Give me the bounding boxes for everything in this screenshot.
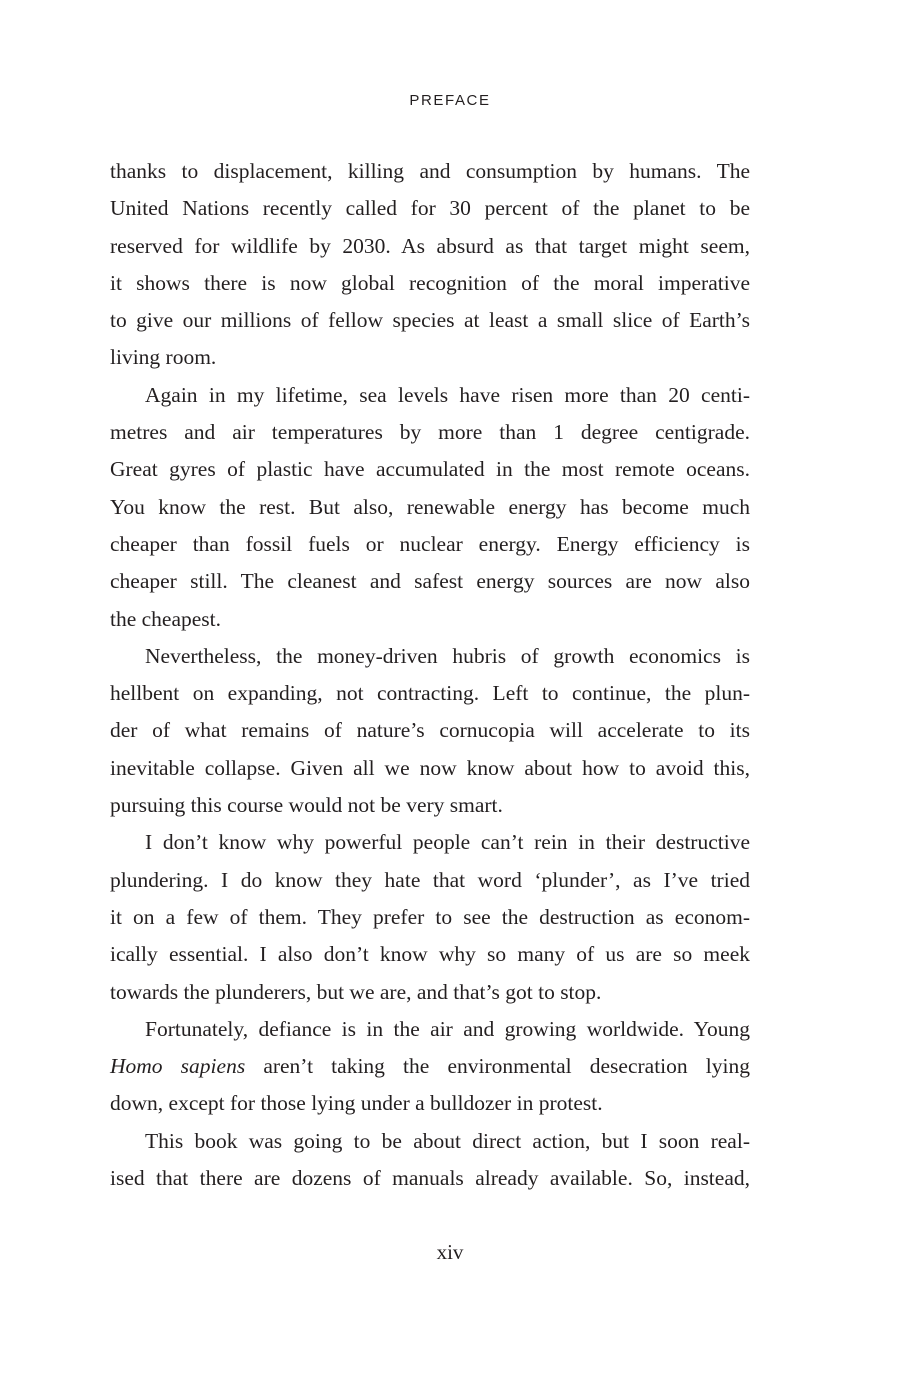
text-line: plundering. I do know they hate that word ‘plunder’, as I’ve tried — [110, 867, 750, 892]
text-line: to give our millions of fellow species at least a small slice of Earth’s — [110, 308, 750, 333]
text-line: cheaper still. The cleanest and safest energy sources are now also — [110, 569, 750, 594]
text-line: inevitable collapse. Given all we now know about how to avoid this, — [110, 755, 750, 780]
text-line: This book was going to be about direct action, but I soon real- — [145, 1128, 750, 1153]
text-line: You know the rest. But also, renewable energy has become much — [110, 494, 750, 519]
text-fragment: aren’t taking the environmental desecration lying — [245, 1054, 750, 1079]
text-line: towards the plunderers, but we are, and that’s got to stop. — [110, 979, 602, 1004]
text-line: ically essential. I also don’t know why so many of us are so meek — [110, 942, 750, 967]
text-line: der of what remains of nature’s cornucopia will accelerate to its — [110, 718, 750, 743]
text-line: living room. — [110, 345, 217, 370]
running-head: PREFACE — [409, 92, 491, 109]
text-line: the cheapest. — [110, 606, 222, 631]
paragraph-5 — [110, 1011, 750, 1123]
paragraph-6 — [110, 1123, 750, 1198]
text-line: down, except for those lying under a bulldozer in protest. — [110, 1091, 603, 1116]
text-line: I don’t know why powerful people can’t rein in their destructive — [145, 830, 750, 855]
text-line — [110, 1048, 750, 1085]
text-line: United Nations recently called for 30 percent of the planet to be — [110, 196, 750, 221]
text-line: metres and air temperatures by more than 1 degree centigrade. — [110, 420, 750, 445]
paragraph-2 — [110, 377, 750, 638]
text-line: reserved for wildlife by 2030. As absurd as that target might seem, — [110, 233, 750, 258]
text-line: Great gyres of plastic have accumulated in the most remote oceans. — [110, 457, 750, 482]
paragraph-1 — [110, 153, 750, 377]
text-line: Again in my lifetime, sea levels have risen more than 20 centi- — [145, 382, 750, 407]
page-number: xiv — [436, 1240, 464, 1264]
paragraph-3 — [110, 638, 750, 824]
text-line: Fortunately, defiance is in the air and growing worldwide. Young — [145, 1016, 750, 1041]
species-name-italic: Homo sapiens — [110, 1054, 246, 1079]
text-line: hellbent on expanding, not contracting. Left to continue, the plun- — [110, 681, 750, 706]
text-line: cheaper than fossil fuels or nuclear energy. Energy efficiency is — [110, 531, 750, 556]
text-line: it shows there is now global recognition of the moral imperative — [110, 270, 750, 295]
text-line: ised that there are dozens of manuals already available. So, instead, — [110, 1166, 750, 1191]
text-line: thanks to displacement, killing and consumption by humans. The — [110, 159, 750, 183]
text-line: pursuing this course would not be very smart. — [110, 793, 503, 818]
body-text — [110, 153, 750, 1197]
text-line: Nevertheless, the money-driven hubris of growth economics is — [145, 643, 750, 668]
text-line: it on a few of them. They prefer to see the destruction as econom- — [110, 904, 750, 929]
paragraph-4 — [110, 824, 750, 1010]
